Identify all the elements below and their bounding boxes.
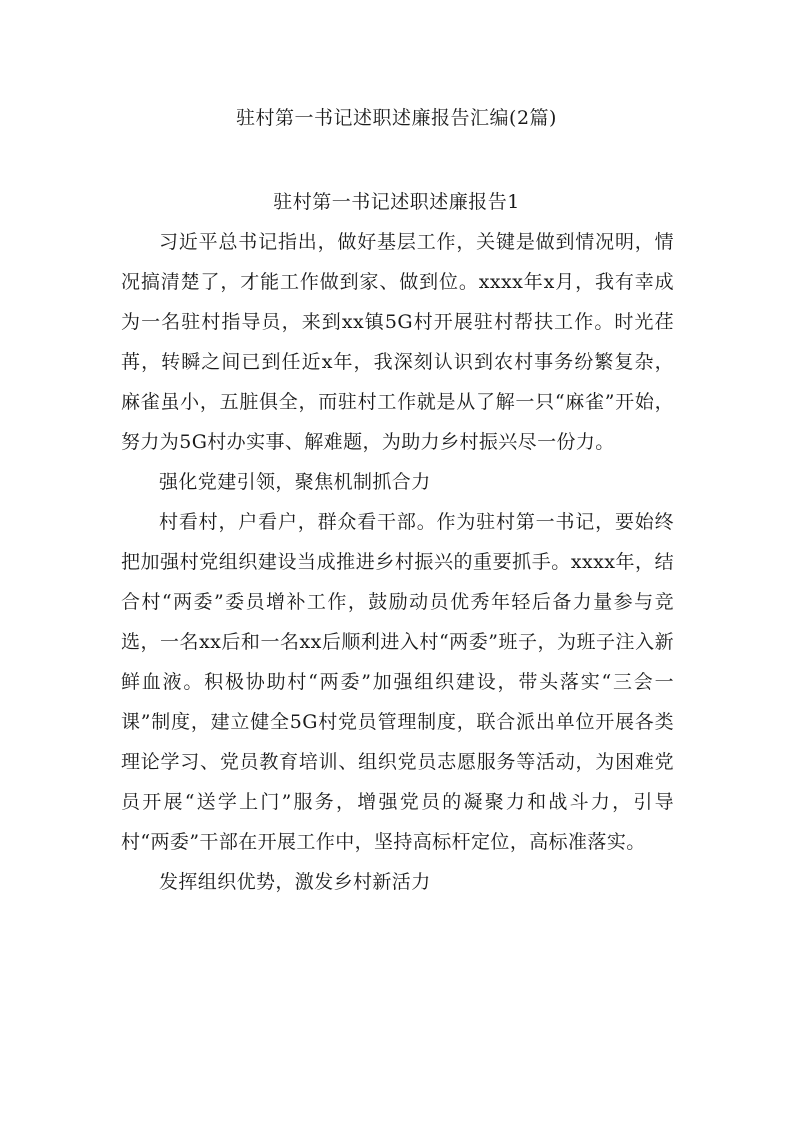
section-title: 驻村第一书记述职述廉报告1 — [273, 191, 520, 213]
subheading-organization: 发挥组织优势，激发乡村新活力 — [159, 871, 431, 893]
document-body — [121, 222, 674, 902]
paragraph-party-building: 村看村，户看户，群众看干部。作为驻村第一书记，要始终把加强村党组织建设当成推进乡村振兴的重要抓手。xxxx年，结合村“两委”委员增补工作，鼓励动员优秀年轻后备力量参与竞选，一名xx后和一名xx后顺利进入村“两委”班子，为班子注入新鲜血液。积极协助村“两委”加强组织建设，带头落实“三会一课”制度，建立健全5G村党员管理制度，联合派出单位开展各类理论学习、党员教育培训、组织党员志愿服务等活动，为困难党员开展“送学上门”服务，增强党员的凝聚力和战斗力，引导村“两委”干部在开展工作中，坚持高标杆定位，高标准落实。 — [121, 511, 674, 853]
paragraph-intro: 习近平总书记指出，做好基层工作，关键是做到情况明，情况搞清楚了，才能工作做到家、做到位。xxxx年x月，我有幸成为一名驻村指导员，来到xx镇5G村开展驻村帮扶工作。时光荏苒，转瞬之间已到任近x年，我深刻认识到农村事务纷繁复杂，麻雀虽小，五脏俱全，而驻村工作就是从了解一只“麻雀”开始，努力为5G村办实事、解难题，为助力乡村振兴尽一份力。 — [121, 231, 674, 453]
subheading-party-building: 强化党建引领，聚焦机制抓合力 — [159, 471, 431, 493]
document-title: 驻村第一书记述职述廉报告汇编(2篇) — [236, 107, 557, 129]
